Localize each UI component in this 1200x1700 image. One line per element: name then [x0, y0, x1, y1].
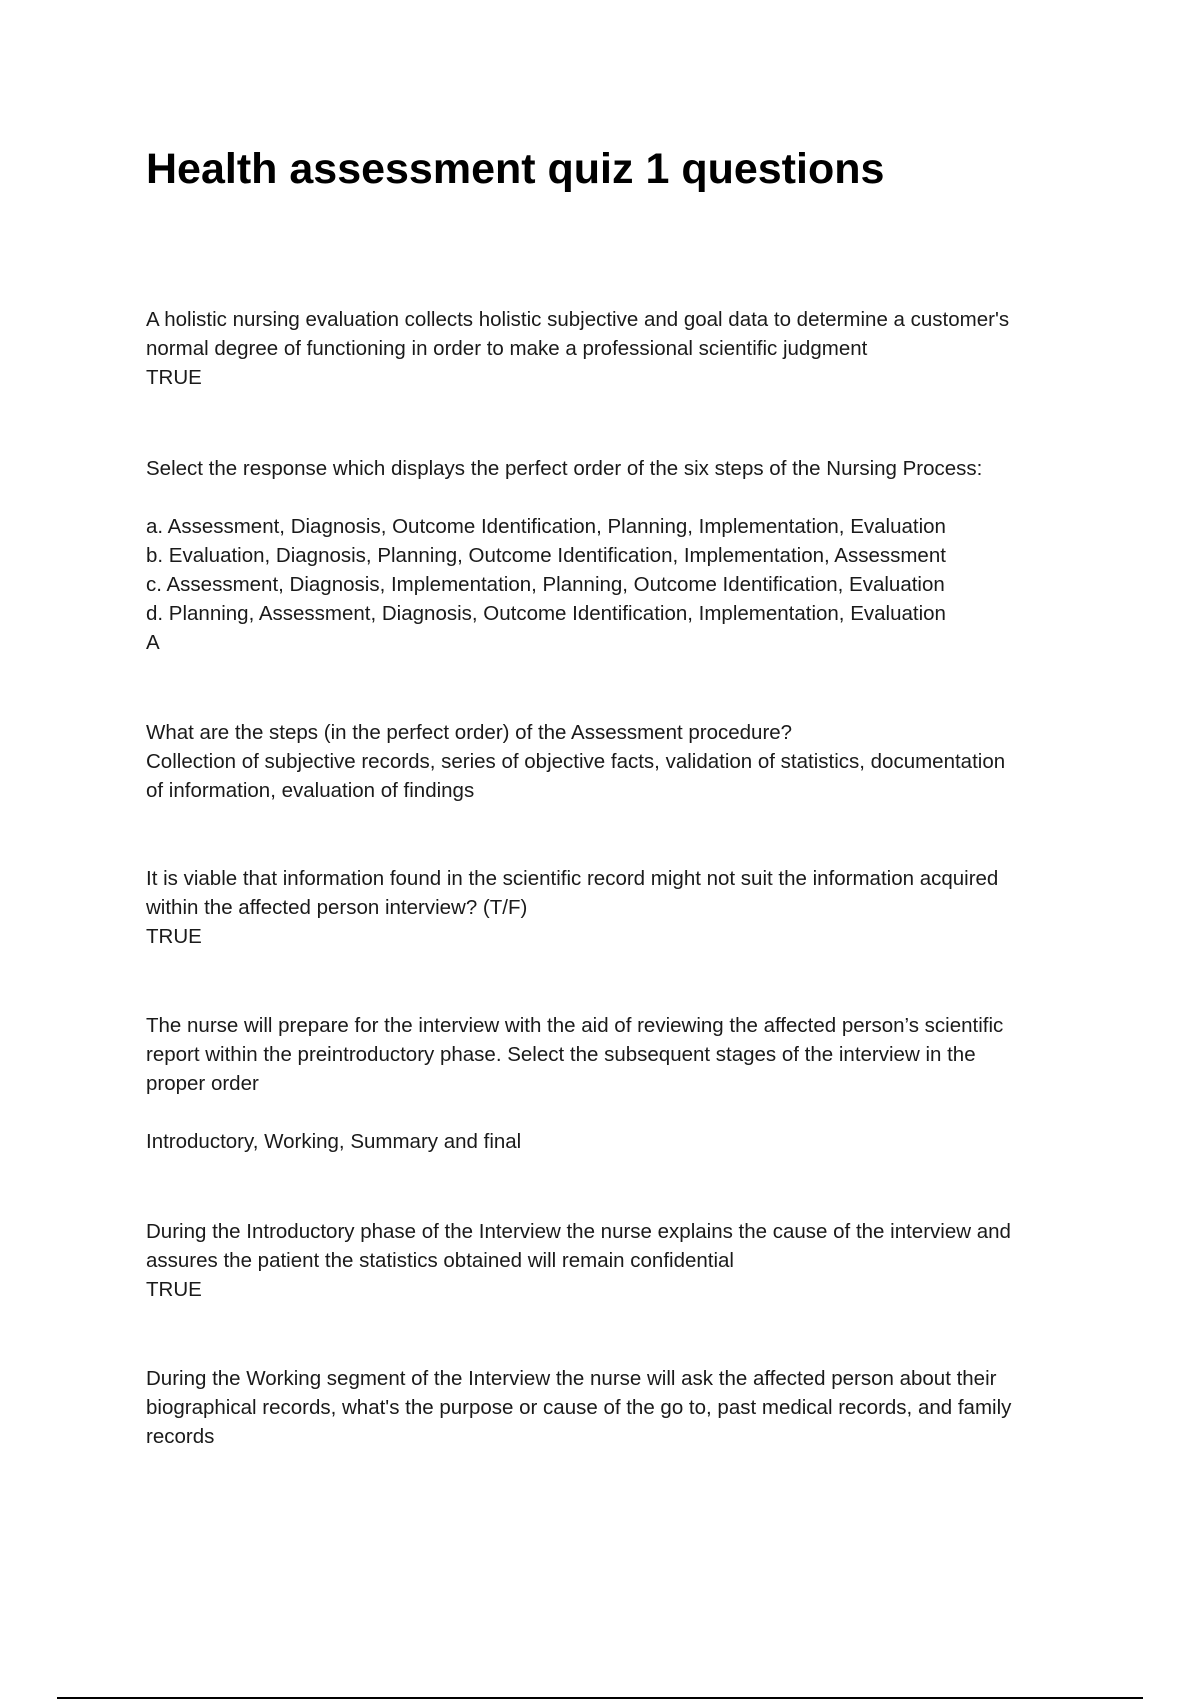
question-block-7 — [146, 1364, 1086, 1451]
question-text-line: What are the steps (in the perfect order) of the Assessment procedure? — [146, 721, 793, 744]
paragraph-gap — [146, 1098, 1086, 1127]
question-text-line: During the Introductory phase of the Interview the nurse explains the cause of the interview and — [146, 1220, 1011, 1243]
question-block-2 — [146, 454, 1086, 657]
question-text-line: records — [146, 1425, 215, 1448]
answer-text-line: of information, evaluation of findings — [146, 779, 475, 802]
answer-text: Introductory, Working, Summary and final — [146, 1130, 522, 1153]
question-text-line: assures the patient the statistics obtained will remain confidential — [146, 1249, 734, 1272]
question-text-line: It is viable that information found in the scientific record might not suit the information acquired — [146, 867, 999, 890]
question-text-line: During the Working segment of the Interview the nurse will ask the affected person about their — [146, 1367, 997, 1390]
option-c: c. Assessment, Diagnosis, Implementation, Planning, Outcome Identification, Evaluation — [146, 573, 945, 596]
option-d: d. Planning, Assessment, Diagnosis, Outcome Identification, Implementation, Evaluation — [146, 602, 946, 625]
paragraph-gap — [146, 483, 1086, 512]
question-text-line: within the affected person interview? (T/F) — [146, 896, 528, 919]
answer-text: TRUE — [146, 925, 202, 948]
question-block-4 — [146, 864, 1086, 951]
question-block-3 — [146, 718, 1086, 805]
question-block-1 — [146, 305, 1086, 392]
option-a: a. Assessment, Diagnosis, Outcome Identification, Planning, Implementation, Evaluation — [146, 515, 946, 538]
question-block-5 — [146, 1011, 1086, 1156]
answer-text-line: Collection of subjective records, series of objective facts, validation of statistics, documentation — [146, 750, 1006, 773]
answer-text: TRUE — [146, 1278, 202, 1301]
question-text-line: Select the response which displays the perfect order of the six steps of the Nursing Process: — [146, 457, 983, 480]
question-text-line: A holistic nursing evaluation collects holistic subjective and goal data to determine a customer's — [146, 308, 1010, 331]
footer-divider — [57, 1697, 1143, 1699]
question-text-line: biographical records, what's the purpose or cause of the go to, past medical records, and family — [146, 1396, 1012, 1419]
question-text-line: The nurse will prepare for the interview with the aid of reviewing the affected person’s scientific — [146, 1014, 1004, 1037]
question-text-line: normal degree of functioning in order to make a professional scientific judgment — [146, 337, 868, 360]
page-title: Health assessment quiz 1 questions — [146, 145, 885, 193]
answer-text: TRUE — [146, 366, 202, 389]
answer-text: A — [146, 631, 160, 654]
option-b: b. Evaluation, Diagnosis, Planning, Outcome Identification, Implementation, Assessment — [146, 544, 946, 567]
question-text-line: report within the preintroductory phase. Select the subsequent stages of the interview in the — [146, 1043, 976, 1066]
question-block-6 — [146, 1217, 1086, 1304]
question-text-line: proper order — [146, 1072, 259, 1095]
